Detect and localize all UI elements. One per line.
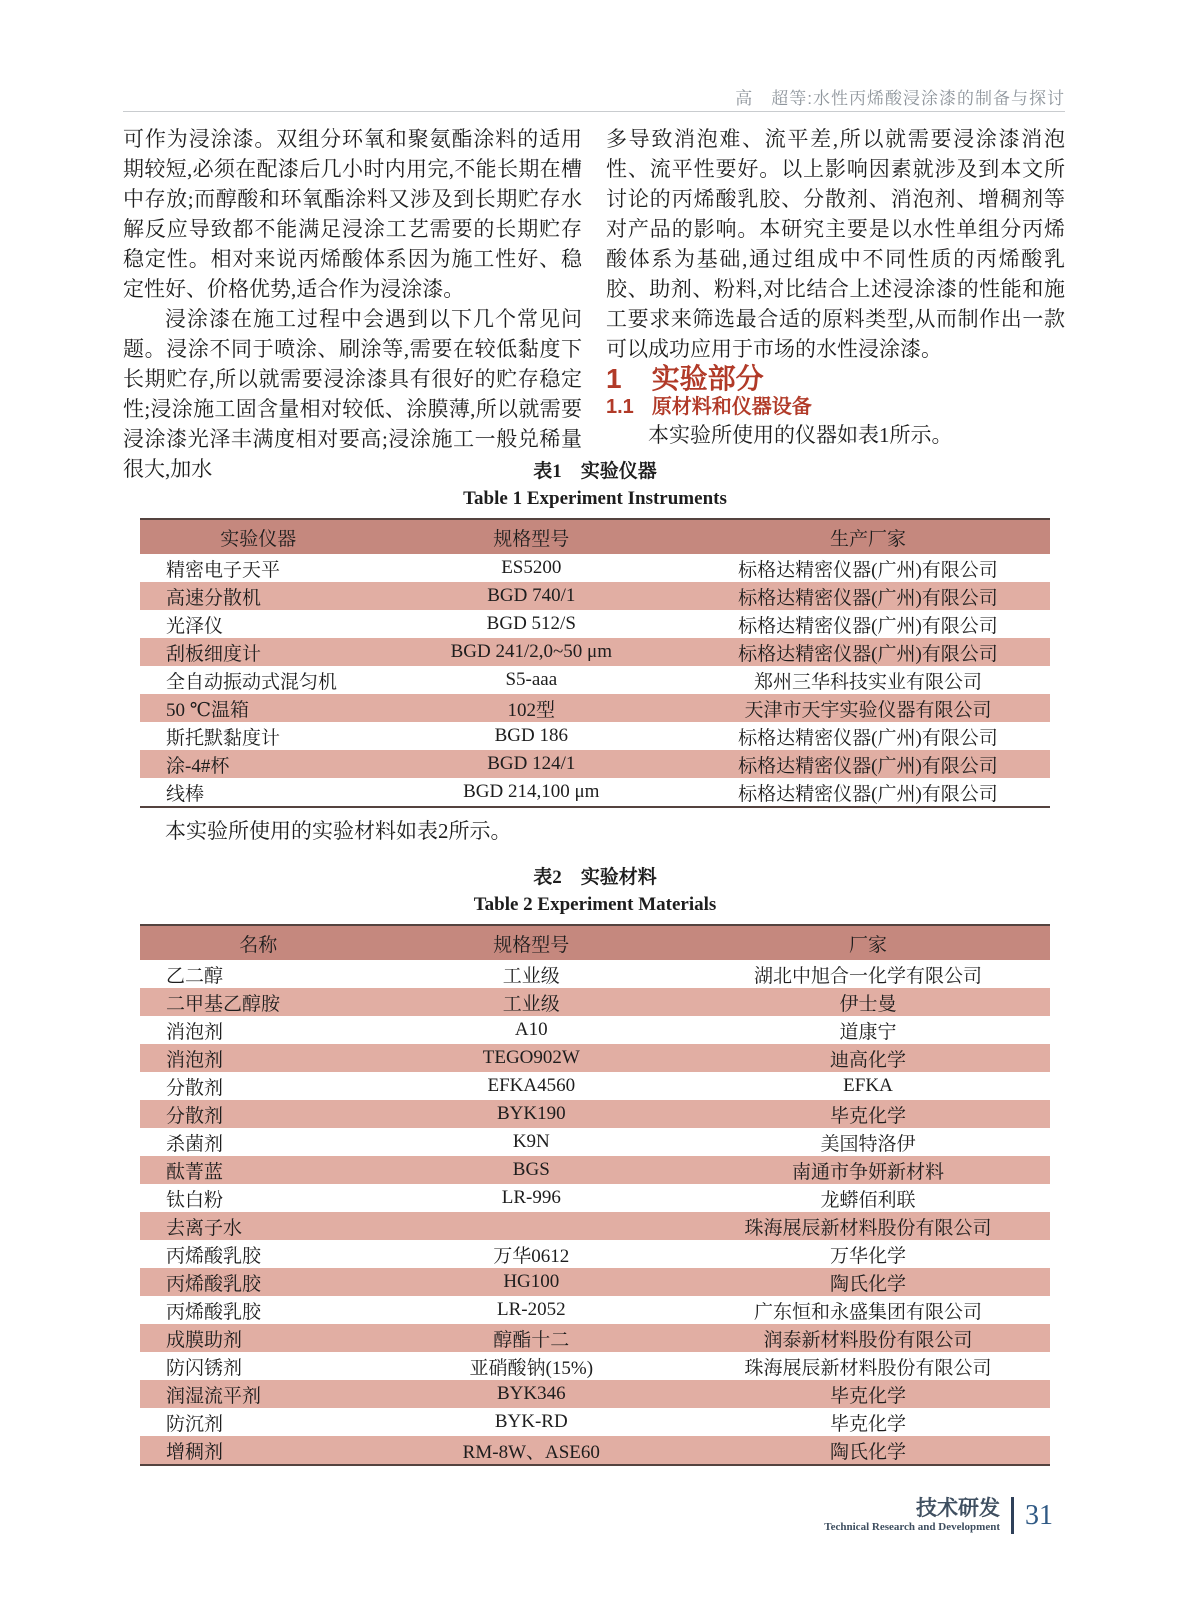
cell-manufacturer: 广东恒和永盛集团有限公司 [753,1301,982,1323]
body-columns [123,124,1065,484]
cell-name: 二甲基乙醇胺 [166,993,281,1015]
cell-name: 分散剂 [166,1105,224,1127]
table2 [140,924,1050,1466]
subsection-title: 原材料和仪器设备 [651,396,812,418]
cell-name: 防闪锈剂 [166,1357,243,1379]
cell-name: 丙烯酸乳胶 [166,1273,262,1295]
cell-manufacturer: 珠海展辰新材料股份有限公司 [744,1217,992,1239]
footer-section-en: Technical Research and Development [824,1521,1000,1533]
subsection-heading [606,394,1065,420]
cell-model: BGS [512,1159,550,1180]
table-row [140,1016,1050,1044]
cell-name: 成膜助剂 [166,1329,243,1351]
paragraph: 浸涂漆在施工过程中会遇到以下几个常见问题。浸涂不同于喷涂、刷涂等,需要在较低黏度下长期贮存,所以就需要浸涂漆具有很好的贮存稳定性;浸涂施工固含量相对较低、涂膜薄,所以就需要浸涂漆光泽丰满度相对要高;浸涂施工一般兑稀量很大,加水 [123,307,582,481]
cell-instrument: 50 ℃温箱 [166,699,250,721]
footer-section [824,1497,1014,1534]
table2-header-manufacturer: 厂家 [686,925,1050,960]
cell-model: 万华0612 [493,1245,570,1267]
table-row [140,722,1050,750]
table2-caption-zh: 表2 实验材料 [533,867,657,888]
cell-manufacturer: 龙蟒佰利联 [820,1189,916,1211]
table-row [140,1352,1050,1380]
cell-model: LR-2052 [496,1299,566,1320]
paragraph: 本实验所使用的仪器如表1所示。 [648,423,953,447]
cell-manufacturer: EFKA [843,1075,893,1096]
cell-manufacturer: 标格达精密仪器(广州)有限公司 [738,755,998,777]
table-row [140,1436,1050,1465]
cell-name: 防沉剂 [166,1413,224,1435]
cell-name: 消泡剂 [166,1021,224,1043]
cell-name: 丙烯酸乳胶 [166,1301,262,1323]
cell-manufacturer: 天津市天宇实验仪器有限公司 [744,699,992,721]
cell-manufacturer: 道康宁 [839,1021,897,1043]
table1-header-instrument: 实验仪器 [140,519,377,554]
cell-manufacturer: 珠海展辰新材料股份有限公司 [744,1357,992,1379]
cell-manufacturer: 伊士曼 [839,993,897,1015]
cell-instrument: 光泽仪 [166,615,224,637]
table-row [140,1296,1050,1324]
section-title: 实验部分 [651,363,764,394]
table1 [140,518,1050,808]
cell-instrument: 高速分散机 [166,587,262,609]
table2-header-row [140,925,1050,960]
cell-model: BGD 512/S [486,613,576,634]
cell-instrument: 线棒 [166,783,205,805]
cell-model: EFKA4560 [487,1075,576,1096]
column-right [606,124,1065,484]
cell-name: 消泡剂 [166,1049,224,1071]
cell-model: HG100 [503,1271,560,1292]
cell-manufacturer: 陶氏化学 [829,1273,906,1295]
cell-model: BYK346 [496,1383,566,1404]
cell-instrument: 刮板细度计 [166,643,262,665]
table-row [140,1324,1050,1352]
footer-section-zh: 技术研发 [916,1497,1000,1520]
cell-manufacturer: 标格达精密仪器(广州)有限公司 [738,727,998,749]
table2-header-model: 规格型号 [377,925,686,960]
table-row [140,554,1050,582]
table-row [140,1240,1050,1268]
table-row [140,778,1050,807]
table1-header-manufacturer: 生产厂家 [686,519,1050,554]
cell-name: 增稠剂 [166,1441,224,1463]
page-number: 31 [1025,1499,1053,1531]
cell-model: 102型 [507,699,556,721]
cell-model: RM-8W、ASE60 [462,1441,600,1463]
cell-name: 分散剂 [166,1077,224,1099]
section-heading [606,364,1065,394]
table1-caption-zh: 表1 实验仪器 [533,461,657,482]
cell-model: 亚硝酸钠(15%) [469,1357,594,1379]
table1-header-row [140,519,1050,554]
paragraph: 可作为浸涂漆。双组分环氧和聚氨酯涂料的适用期较短,必须在配漆后几小时内用完,不能长期在槽中存放;而醇酸和环氧酯涂料又涉及到长期贮存水解反应导致都不能满足浸涂工艺需要的长期贮存稳定性。相对来说丙烯酸体系因为施工性好、稳定性好、价格优势,适合作为浸涂漆。 [123,127,582,301]
table-row [140,610,1050,638]
running-head: 高 超等:水性丙烯酸浸涂漆的制备与探讨 [735,89,1065,108]
cell-manufacturer: 标格达精密仪器(广州)有限公司 [738,615,998,637]
paragraph: 多导致消泡难、流平差,所以就需要浸涂漆消泡性、流平性要好。以上影响因素就涉及到本文所讨论的丙烯酸乳胶、分散剂、消泡剂、增稠剂等对产品的影响。本研究主要是以水性单组分丙烯酸体系为基础,通过组成中不同性质的丙烯酸乳胶、助剂、粉料,对比结合上述浸涂漆的性能和施工要求来筛选最合适的原料类型,从而制作出一款可以成功应用于市场的水性浸涂漆。 [606,127,1065,361]
table-row [140,1184,1050,1212]
cell-model: ES5200 [501,557,562,578]
table-row [140,988,1050,1016]
cell-name: 乙二醇 [166,965,224,987]
cell-model: BGD 740/1 [487,585,576,606]
cell-model: BGD 214,100 μm [463,781,600,802]
table-row [140,1100,1050,1128]
cell-model: A10 [514,1019,548,1040]
page-footer [123,1497,1053,1534]
table1-caption-en: Table 1 Experiment Instruments [463,488,727,509]
cell-model: 工业级 [502,965,560,987]
table-row [140,1044,1050,1072]
cell-model: BGD 186 [494,725,568,746]
cell-manufacturer: 湖北中旭合一化学有限公司 [753,965,982,987]
column-left [123,124,582,484]
table-row [140,1128,1050,1156]
table-row [140,750,1050,778]
table1-header-model: 规格型号 [377,519,686,554]
cell-name: 酞菁蓝 [166,1161,224,1183]
cell-manufacturer: 标格达精密仪器(广州)有限公司 [738,559,998,581]
cell-model: BGD 241/2,0~50 μm [450,641,612,662]
cell-manufacturer: 万华化学 [829,1245,906,1267]
cell-model: 醇酯十二 [493,1329,570,1351]
cell-manufacturer: 毕克化学 [829,1413,906,1435]
cell-model: LR-996 [501,1187,561,1208]
cell-instrument: 涂-4#杯 [166,755,230,777]
cell-instrument: 斯托默黏度计 [166,727,281,749]
table-row [140,1156,1050,1184]
cell-manufacturer: 毕克化学 [829,1105,906,1127]
cell-manufacturer: 迪高化学 [829,1049,906,1071]
cell-manufacturer: 标格达精密仪器(广州)有限公司 [738,783,998,805]
table-row [140,1268,1050,1296]
cell-name: 去离子水 [166,1217,243,1239]
subsection-number: 1.1 [606,396,634,418]
cell-manufacturer: 郑州三华科技实业有限公司 [753,671,982,693]
table-row [140,1408,1050,1436]
table-row [140,960,1050,988]
cell-manufacturer: 陶氏化学 [829,1441,906,1463]
cell-name: 丙烯酸乳胶 [166,1245,262,1267]
table-row [140,582,1050,610]
table2-header-name: 名称 [140,925,377,960]
cell-manufacturer: 标格达精密仪器(广州)有限公司 [738,587,998,609]
table-row [140,1072,1050,1100]
cell-manufacturer: 毕克化学 [829,1385,906,1407]
cell-model: BGD 124/1 [487,753,576,774]
paragraph: 本实验所使用的实验材料如表2所示。 [165,819,512,843]
cell-name: 钛白粉 [166,1189,224,1211]
table-row [140,666,1050,694]
cell-model: S5-aaa [505,669,558,690]
cell-manufacturer: 美国特洛伊 [820,1133,916,1155]
cell-manufacturer: 润泰新材料股份有限公司 [763,1329,973,1351]
table1-block [140,460,1050,808]
cell-instrument: 精密电子天平 [166,559,281,581]
cell-model [377,1212,686,1240]
table-row [140,694,1050,722]
cell-name: 杀菌剂 [166,1133,224,1155]
cell-model: TEGO902W [482,1047,580,1068]
header-rule [123,111,1065,112]
cell-name: 润湿流平剂 [166,1385,262,1407]
table-row [140,1212,1050,1240]
table-row [140,1380,1050,1408]
cell-model: K9N [512,1131,550,1152]
table-row [140,638,1050,666]
cell-instrument: 全自动振动式混匀机 [166,671,338,693]
cell-model: BYK-RD [494,1411,568,1432]
cell-manufacturer: 标格达精密仪器(广州)有限公司 [738,643,998,665]
section-number: 1 [606,363,622,394]
cell-manufacturer: 南通市争妍新材料 [791,1161,944,1183]
table2-block [140,866,1050,1466]
table2-caption-en: Table 2 Experiment Materials [473,894,717,915]
cell-model: BYK190 [496,1103,566,1124]
cell-model: 工业级 [502,993,560,1015]
